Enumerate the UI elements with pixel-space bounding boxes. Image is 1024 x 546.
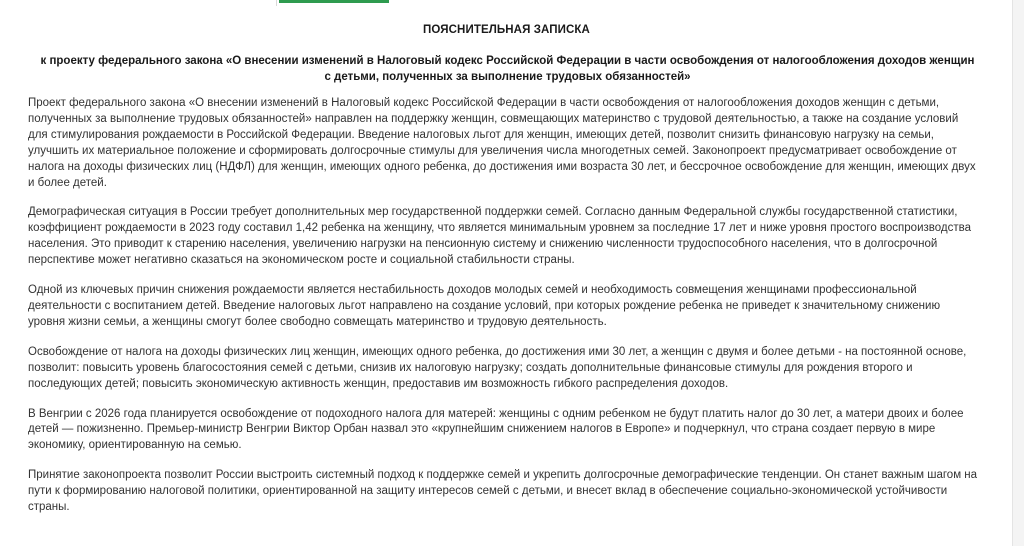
- document-body: [28, 96, 978, 530]
- scrollbar-track[interactable]: [1013, 0, 1024, 546]
- paragraph: Одной из ключевых причин снижения рождаемости является нестабильность доходов молодых семей и необходимость совмещения женщинами профессиональной деятельности с воспитанием детей. Введение налоговых льгот направлено на создание условий, при которых рождение ребенка не приведет к значительному снижению уровня жизни семьи, а женщины смогут более свободно совмещать материнство и трудовую деятельность.: [28, 284, 941, 328]
- active-tab-indicator: [279, 0, 389, 3]
- document-subtitle: к проекту федерального закона «О внесении изменений в Налоговый кодекс Российской Федерации в части освобождения от налогообложения доходов женщин с детьми, полученных за выполнение трудовых обязанностей»: [40, 55, 975, 83]
- document-title: ПОЯСНИТЕЛЬНАЯ ЗАПИСКА: [423, 24, 590, 36]
- paragraph: Демографическая ситуация в России требует дополнительных мер государственной поддержки семей. Согласно данным Федеральной службы государственной статистики, коэффициент рождаемости в 2023 году составил 1,42 ребенка на женщину, что является минимальным уровнем за последние 17 лет и ниже уровня простого воспроизводства населения. Это приводит к старению населения, увеличению нагрузки на пенсионную систему и снижению численности трудоспособного населения, что в долгосрочной перспективе может негативно сказаться на экономическом росте и социальной стабильности страны.: [28, 206, 971, 267]
- paragraph: Освобождение от налога на доходы физических лиц женщин, имеющих одного ребенка, до достижения ими 30 лет, а женщин с двумя и более детьми - на постоянной основе, позволит: повысить уровень благосостояния семей с детьми, снизив их налоговую нагрузку; создать дополнительные финансовые стимулы для рождения второго и последующих детей; повысить экономическую активность женщин, предоставив им возможность гибкого распределения доходов.: [28, 345, 967, 390]
- paragraph: В Венгрии с 2026 года планируется освобождение от подоходного налога для матерей: женщины с одним ребенком не будут платить налог до 30 лет, а матери двоих и более детей — пожизненно. Премьер-министр Венгрии Виктор Орбан назвал это «крупнейшим снижением налогов в Европе» и подчеркнул, что страна создает первую в мире экономику, ориентированную на семью.: [28, 407, 964, 452]
- tab-divider: [276, 0, 277, 6]
- paragraph: Проект федерального закона «О внесении изменений в Налоговый кодекс Российской Федерации в части освобождения от налогообложения доходов женщин с детьми, полученных за выполнение трудовых обязанностей» направлен на поддержку женщин, совмещающих материнство с трудовой деятельностью, а также на создание условий для стимулирования рождаемости в Российской Федерации. Введение налоговых льгот для женщин, имеющих детей, позволит снизить финансовую нагрузку на семьи, улучшить их материальное положение и сформировать долгосрочные стимулы для увеличения числа многодетных семей. Законопроект предусматривает освобождение от налога на доходы физических лиц (НДФЛ) для женщин, имеющих одного ребенка, до достижения ими возраста 30 лет, и бессрочное освобождение для женщин, имеющих двух и более детей.: [28, 97, 976, 189]
- paragraph: Принятие законопроекта позволит России выстроить системный подход к поддержке семей и укрепить долгосрочные демографические тенденции. Он станет важным шагом на пути к формированию налоговой политики, ориентированной на защиту интересов семей с детьми, и внесет вклад в обеспечение социально-экономической устойчивости страны.: [28, 469, 978, 514]
